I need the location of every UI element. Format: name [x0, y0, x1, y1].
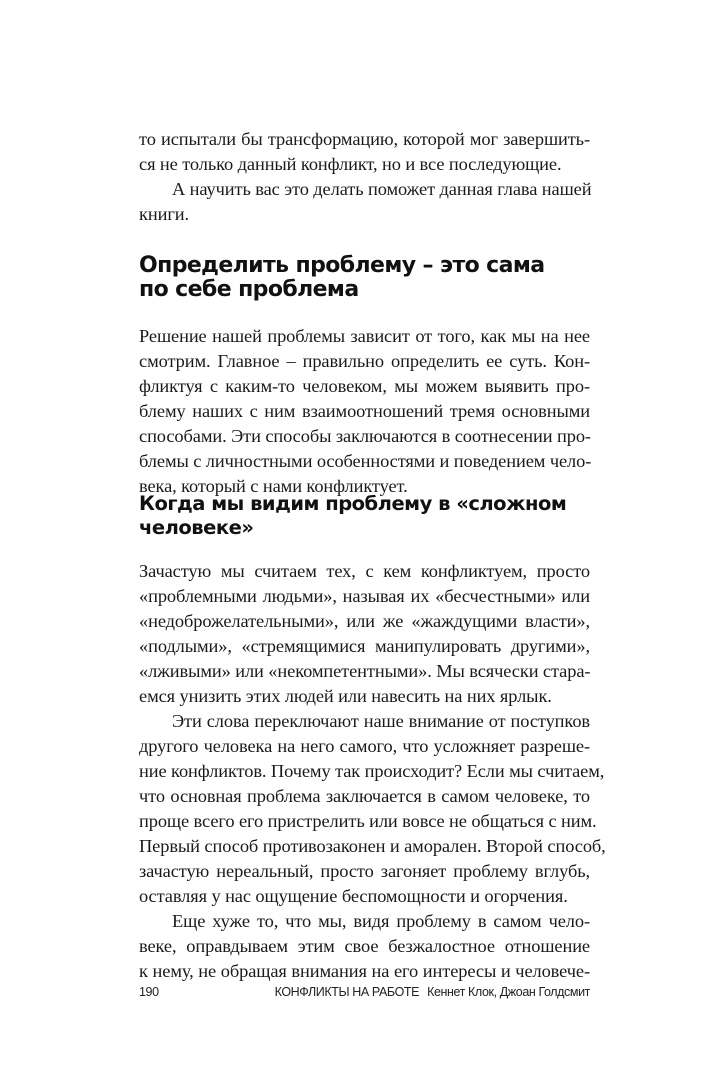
subsection-body: [139, 559, 606, 984]
book-title: КОНФЛИКТЫ НА РАБОТЕ: [274, 985, 420, 999]
paragraph: [139, 177, 590, 227]
text-line: проще всего его пристрелить или вовсе не общаться с ним.: [139, 811, 597, 831]
text-line: Первый способ противозаконен и аморален. Второй способ,: [139, 836, 606, 856]
text-line: оставляя у нас ощущение беспомощности и огорчения.: [139, 886, 568, 906]
section-heading-text: [139, 254, 590, 302]
text-line: веке, оправдываем этим свое безжалостное отношение: [139, 936, 590, 956]
text-line: емся унизить этих людей или навесить на них ярлык.: [139, 686, 552, 706]
text-line: Решение нашей проблемы зависит от того, как мы на нее: [139, 326, 590, 346]
text-line: смотрим. Главное – правильно определить ее суть. Кон-: [139, 351, 590, 371]
text-line: то испытали бы трансформацию, которой мог завершить-: [139, 129, 590, 149]
text-line: Эти слова переключают наше внимание от поступков: [172, 711, 590, 731]
page-footer: [139, 985, 590, 1001]
text-line: века, который с нами конфликтует.: [139, 476, 408, 496]
text-line: Зачастую мы считаем тех, с кем конфликтуем, просто: [139, 561, 590, 581]
text-line: зачастую нереальный, просто загоняет проблему вглубь,: [139, 861, 590, 881]
text-line: блему наших с ним взаимоотношений тремя основными: [139, 401, 590, 421]
heading-line: Когда мы видим проблему в «сложном: [139, 492, 567, 515]
paragraph: [139, 709, 606, 909]
text-line: блемы с личностными особенностями и поведением чело-: [139, 451, 592, 471]
text-line: «недоброжелательными», или же «жаждущими власти»,: [139, 611, 590, 631]
page-number: 190: [139, 985, 159, 999]
paragraph: [139, 559, 590, 709]
section-heading: [139, 254, 590, 302]
book-page-body: [139, 127, 606, 981]
paragraph: [139, 909, 590, 984]
heading-line: человеке»: [139, 516, 254, 539]
text-line: «лживыми» или «некомпетентными». Мы всячески стара-: [139, 661, 591, 681]
text-line: Еще хуже то, что мы, видя проблему в самом чело-: [172, 911, 590, 931]
section-body: [139, 324, 590, 499]
book-authors: Кеннет Клок, Джоан Голдсмит: [427, 985, 590, 999]
text-line: что основная проблема заключается в самом человеке, то: [139, 786, 590, 806]
text-line: «подлыми», «стремящимися манипулировать другими»,: [139, 636, 590, 656]
paragraph: [139, 324, 590, 499]
text-line: «проблемными людьми», называя их «бесчестными» или: [139, 586, 590, 606]
subsection-heading: [139, 492, 590, 540]
paragraph: [139, 127, 590, 177]
subsection-heading-text: [139, 492, 590, 540]
opening-text: [139, 127, 590, 227]
heading-line: по себе проблема: [139, 277, 359, 302]
text-line: другого человека на него самого, что усложняет разреше-: [139, 736, 590, 756]
text-line: к нему, не обращая внимания на его интересы и человече-: [139, 961, 590, 981]
text-line: ся не только данный конфликт, но и все последующие.: [139, 154, 562, 174]
text-line: книги.: [139, 204, 190, 224]
running-footer: [275, 985, 590, 999]
text-line: ние конфликтов. Почему так происходит? Если мы считаем,: [139, 761, 605, 781]
text-line: А научить вас это делать поможет данная глава нашей: [172, 179, 592, 199]
text-line: фликтуя с каким-то человеком, мы можем выявить про-: [139, 376, 590, 396]
heading-line: Определить проблему – это сама: [139, 253, 545, 278]
text-line: способами. Эти способы заключаются в соотнесении про-: [139, 426, 591, 446]
